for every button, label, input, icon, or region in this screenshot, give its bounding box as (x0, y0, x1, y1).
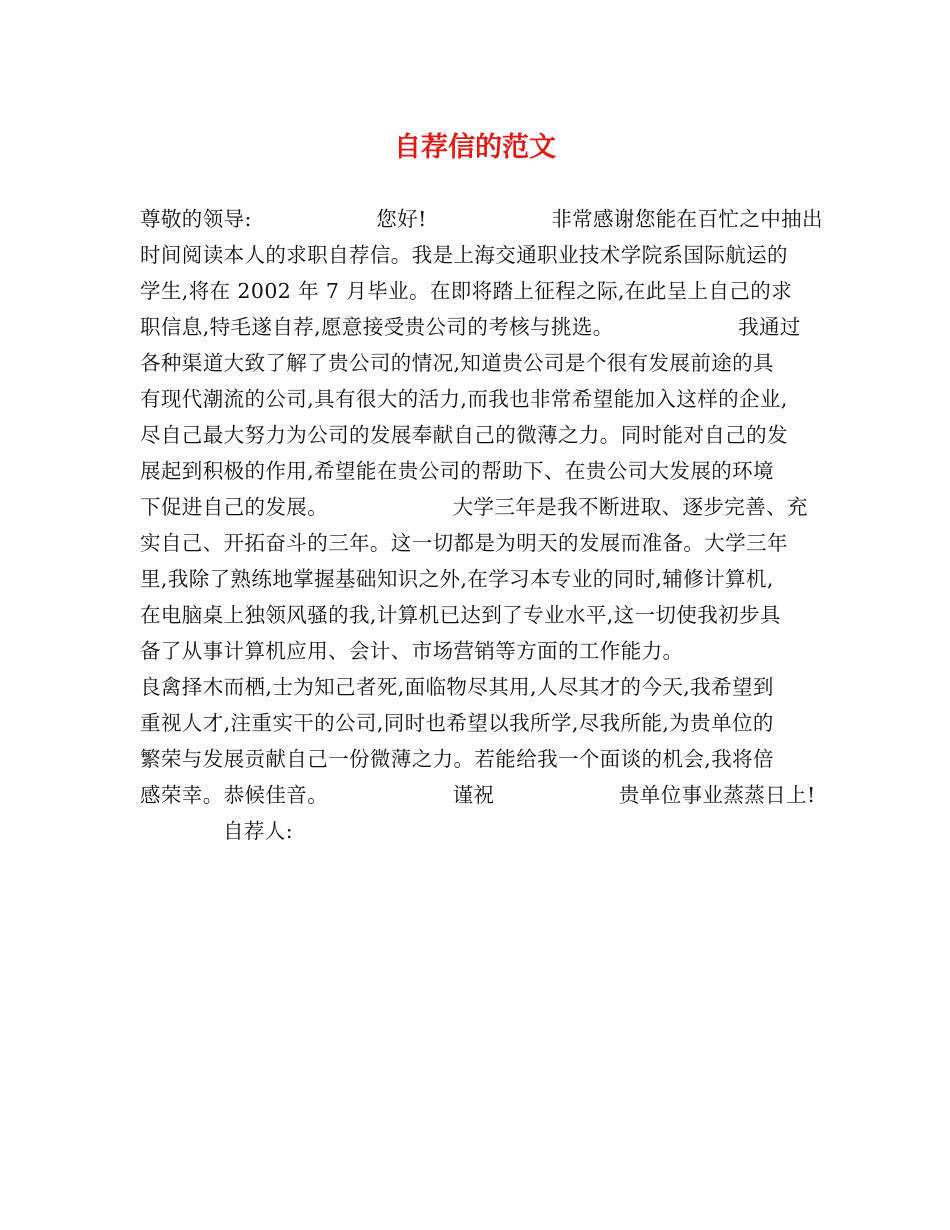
signature-line: 自荐人: (140, 819, 294, 843)
letter-line-8: 展起到积极的作用,希望能在贵公司的帮助下、在贵公司大发展的环境 (140, 459, 774, 483)
letter-line-9: 下促进自己的发展。 大学三年是我不断进取、逐步完善、充 (140, 495, 808, 519)
letter-line-13: 备了从事计算机应用、会计、市场营销等方面的工作能力。 (140, 639, 684, 663)
letter-line-5: 各种渠道大致了解了贵公司的情况,知道贵公司是个很有发展前途的具 (140, 351, 774, 375)
letter-line-15: 重视人才,注重实干的公司,同时也希望以我所学,尽我所能,为贵单位的 (140, 711, 774, 735)
letter-line-12: 在电脑桌上独领风骚的我,计算机已达到了专业水平,这一切使我初步具 (140, 603, 781, 627)
letter-body (140, 201, 830, 849)
letter-line-4: 职信息,特毛遂自荐,愿意接受贵公司的考核与挑选。 我通过 (140, 315, 801, 339)
letter-line-1: 尊敬的领导: 您好! 非常感谢您能在百忙之中抽出 (140, 207, 823, 231)
letter-line-2: 时间阅读本人的求职自荐信。我是上海交通职业技术学院系国际航运的 (140, 243, 788, 267)
letter-line-16: 繁荣与发展贡献自己一份微薄之力。若能给我一个面谈的机会,我将倍 (140, 747, 774, 771)
letter-line-17: 感荣幸。恭候佳音。 谨祝 贵单位事业蒸蒸日上! (140, 783, 816, 807)
letter-line-10: 实自己、开拓奋斗的三年。这一切都是为明天的发展而准备。大学三年 (140, 531, 788, 555)
letter-line-14: 良禽择木而栖,士为知己者死,面临物尽其用,人尽其才的今天,我希望到 (140, 675, 774, 699)
letter-line-6: 有现代潮流的公司,具有很大的活力,而我也非常希望能加入这样的企业, (140, 387, 788, 411)
letter-line-3: 学生,将在 2002 年 7 月毕业。在即将踏上征程之际,在此呈上自己的求 (140, 279, 793, 303)
letter-line-11: 里,我除了熟练地掌握基础知识之外,在学习本专业的同时,辅修计算机, (140, 567, 774, 591)
document-title: 自荐信的范文 (394, 132, 556, 163)
letter-line-7: 尽自己最大努力为公司的发展奉献自己的微薄之力。同时能对自己的发 (140, 423, 788, 447)
